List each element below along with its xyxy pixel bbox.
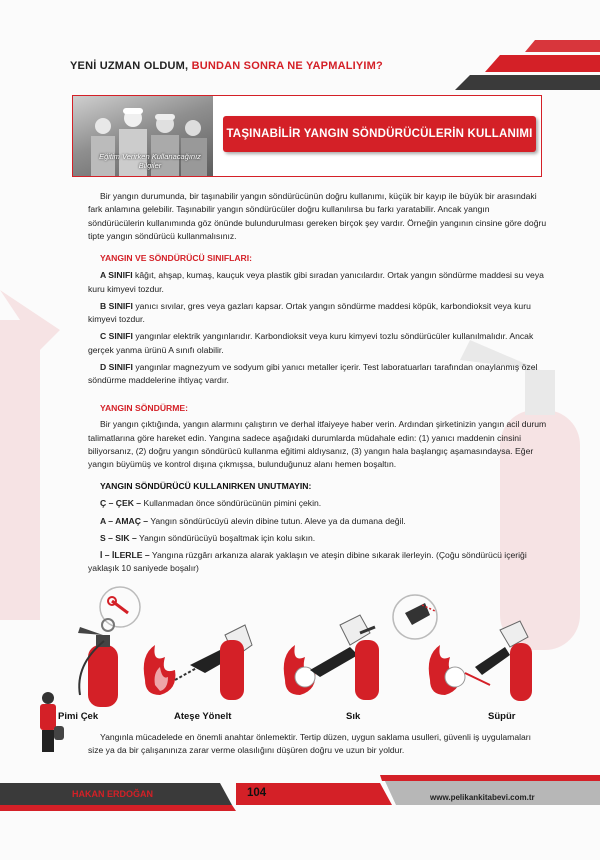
closing-paragraph: Yangınla mücadelede en önemli anahtar önlemektir. Tertip düzen, uygun saklama usulleri, güvenli iş uygulamaları size ya da bir çalışanınıza zarar verme olasılığını düşüren doğru ve uzun bir yoldur. xyxy=(88,732,532,756)
step-pull-key: Ç – ÇEK – xyxy=(100,498,142,509)
step-aim-text: Yangın söndürücüyü alevin dibine tutun. Aleve ya da dumana değil. xyxy=(150,515,406,526)
header-title-dark: YENİ UZMAN OLDUM, xyxy=(70,60,189,72)
classes-heading: YANGIN VE SÖNDÜRÜCÜ SINIFLARI: xyxy=(100,253,252,263)
header-stripes xyxy=(440,40,600,90)
label-aim: Ateşe Yönelt xyxy=(174,711,232,722)
sweep-illustration xyxy=(393,595,532,701)
class-d-text: yangınlar magnezyum ve sodyum gibi yanıcı metaller içerir. Test laboratuarları tarafından onaylanmış özel söndürme maddelerine ihtiyaç vardır. xyxy=(88,362,538,386)
pull-pin-illustration xyxy=(78,587,140,707)
step-squeeze-item xyxy=(88,532,548,545)
extinguish-paragraph: Bir yangın çıktığında, yangın alarmını çalıştırın ve derhal itfaiyeye haber verin. Ardından şirketinizin yangın acil durum talimatlarına göre hareket edin. Yangına sadece aşağıdaki durumlarda müdahale edin: (1) yanıcı maddenin cinsini biliyorsanız, (2) doğru yangın söndürücü kullanma eğitimi aldıysanız, (3) yangın hala başlangıç aşamasındaysa. Eğer yangın büyümüş ve kontrol dışına çıkmışsa, bulunduğunuz alanı hemen boşaltın. xyxy=(88,419,547,470)
intro-paragraph: Bir yangın durumunda, bir taşınabilir yangın söndürücünün doğru kullanımı, küçük bir kayıp ile büyük bir arasındaki fark anlamına gelebilir. Taşınabilir yangın söndürücüler doğru kullanılırsa bu farkı yaratabilir. Ancak yangın söndürücülerin kullanımında göz önünde bulundurulması gereken birçok şey vardır. Örneğin yangının cinsine göre doğru tipte yangın söndürücü kullanmalısınız. xyxy=(88,191,547,241)
step-aim-item xyxy=(88,515,548,528)
footer-author: HAKAN ERDOĞAN xyxy=(72,789,153,799)
page-number: 104 xyxy=(247,787,267,799)
class-c-text: yangınlar elektrik yangınlarıdır. Karbondioksit veya kuru kimyevi tozlu söndürücüler kullanılmalıdır. Ancak gerçek yanma ürünü A sınıfı olabilir. xyxy=(88,331,534,355)
step-sweep-key: İ – İLERLE – xyxy=(100,550,150,561)
step-sweep-item xyxy=(88,549,548,576)
label-squeeze: Sık xyxy=(346,711,361,722)
label-sweep: Süpür xyxy=(488,711,516,722)
training-photo xyxy=(73,96,213,176)
class-b-text: yanıcı sıvılar, gres veya gazları kapsar. Ortak yangın söndürme maddesi köpük, karbondioksit veya kuru kimyevi tozdur. xyxy=(88,300,531,325)
extinguish-heading: YANGIN SÖNDÜRME: xyxy=(100,403,189,413)
section-title: TAŞINABİLİR YANGIN SÖNDÜRÜCÜLERİN KULLANIMI xyxy=(223,116,536,152)
extinguisher-steps-illustration xyxy=(20,585,560,710)
steps-heading: YANGIN SÖNDÜRÜCÜ KULLANIRKEN UNUTMAYIN: xyxy=(100,481,312,491)
class-a-item xyxy=(88,269,548,296)
step-sweep-text: Yangına rüzgârı arkanıza alarak yaklaşın ve ateşin dibine sıkarak ilerleyin. (Çoğu söndürücü içeriği yaklaşık 10 saniyede boşalır) xyxy=(88,550,527,574)
label-pull-pin: Pimi Çek xyxy=(58,711,99,722)
footer-website: www.pelikankitabevi.com.tr xyxy=(430,793,535,802)
step-squeeze-key: S – SIK – xyxy=(100,532,137,543)
steps-section xyxy=(88,480,548,576)
step-aim-key: A – AMAÇ – xyxy=(100,515,149,526)
aim-at-fire-illustration xyxy=(144,625,252,700)
class-d-name: D SINIFI xyxy=(100,362,133,373)
step-pull-text: Kullanmadan önce söndürücünün pimini çekin. xyxy=(143,498,322,509)
closing-paragraph-block xyxy=(88,731,548,758)
running-header xyxy=(70,60,383,72)
class-a-text: kâğıt, ahşap, kumaş, kauçuk veya plastik gibi sıradan yanıcılardır. Ortak yangın söndürme maddesi su veya kuru kimyevi tozdur. xyxy=(88,270,544,294)
step-squeeze-text: Yangın söndürücüyü boşaltmak için kolu sıkın. xyxy=(139,532,316,543)
class-d-item xyxy=(88,361,548,388)
class-b-item xyxy=(88,300,548,327)
section-title-box xyxy=(72,95,542,177)
intro-paragraph-block xyxy=(88,190,548,243)
class-b-name: B SINIFI xyxy=(100,300,133,311)
class-a-name: A SINIFI xyxy=(100,270,133,281)
class-c-item xyxy=(88,330,548,357)
woman-with-extinguisher-figure xyxy=(28,690,73,760)
class-c-name: C SINIFI xyxy=(100,331,133,342)
extinguish-section xyxy=(88,402,548,471)
step-pull-item xyxy=(88,497,548,510)
photo-caption: Eğitim Verirken Kullanacağınız Bilgiler xyxy=(99,152,201,170)
squeeze-handle-illustration xyxy=(284,615,379,700)
classes-section xyxy=(88,252,548,388)
header-title-red: BUNDAN SONRA NE YAPMALIYIM? xyxy=(191,60,383,72)
